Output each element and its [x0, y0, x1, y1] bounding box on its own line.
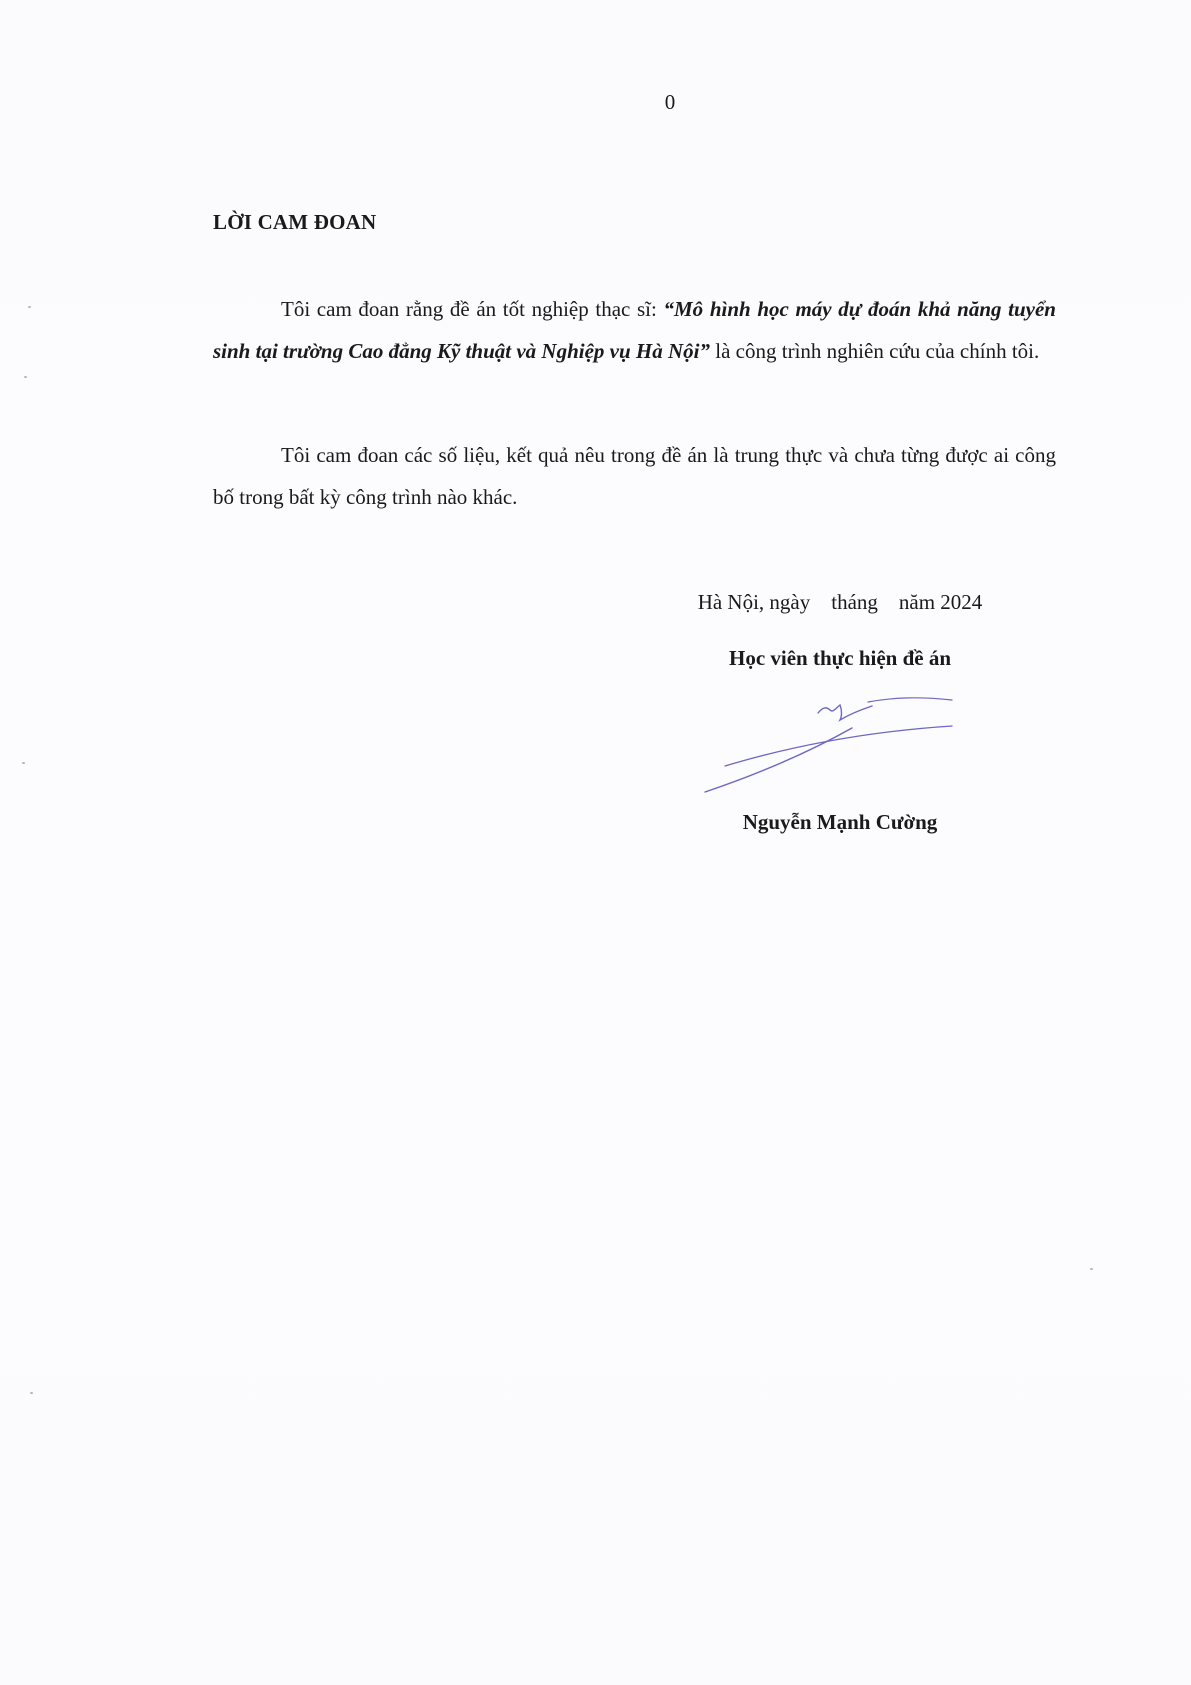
paragraph-1-suffix: là công trình nghiên cứu của chính tôi.: [710, 339, 1040, 363]
signer-name: Nguyễn Mạnh Cường: [742, 810, 938, 834]
date-line: Hà Nội, ngày tháng năm 2024: [697, 590, 983, 614]
handwritten-signature: [690, 688, 970, 798]
paragraph-1-prefix: Tôi cam đoan rằng đề án tốt nghiệp thạc sĩ:: [281, 297, 664, 321]
scan-speck: [1090, 1268, 1093, 1270]
paragraph-2-text: Tôi cam đoan các số liệu, kết quả nêu trong đề án là trung thực và chưa từng được ai công bố trong bất kỳ công trình nào khác.: [213, 443, 1056, 509]
signer-role: Học viên thực hiện đề án: [728, 646, 952, 670]
scan-speck: [30, 1392, 33, 1394]
declaration-paragraph-1: [213, 288, 1056, 372]
scan-speck: [28, 306, 31, 308]
scan-speck: [22, 762, 25, 764]
scan-speck: [24, 376, 27, 378]
declaration-paragraph-2: [213, 434, 1056, 518]
page-number: 0: [664, 90, 676, 114]
declaration-heading: LỜI CAM ĐOAN: [213, 210, 377, 234]
thesis-title: “Mô hình học máy dự đoán khả năng tuyển sinh tại trường Cao đẳng Kỹ thuật và Nghiệp vụ Hà Nội”: [213, 297, 1056, 363]
